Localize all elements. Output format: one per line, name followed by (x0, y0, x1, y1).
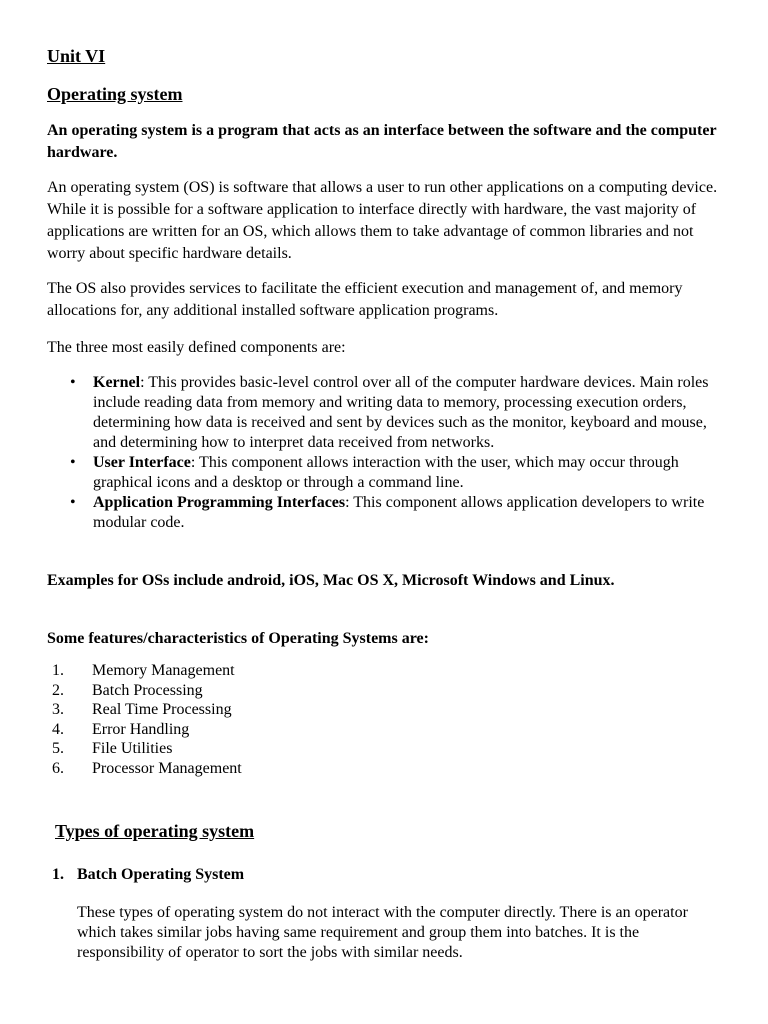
list-item (52, 720, 652, 740)
list-number: 4. (52, 720, 64, 738)
components-intro: The three most easily defined components are: (47, 339, 346, 356)
component-desc: : This component allows application developers to write modular code. (93, 494, 705, 531)
list-number: 3. (52, 701, 64, 719)
type-1-number: 1. (52, 866, 64, 883)
list-number: 6. (52, 759, 64, 777)
list-text: File Utilities (92, 740, 173, 758)
types-heading: Types of operating system (55, 821, 255, 841)
section-title: Operating system (47, 84, 183, 104)
list-text: Batch Processing (92, 681, 203, 699)
component-item-user-interface (70, 453, 720, 493)
component-desc: : This component allows interaction with the user, which may occur through graphical icons and a desktop or through a command line. (93, 454, 679, 491)
definition-paragraph: An operating system is a program that acts as an interface between the software and the computer hardware. (47, 122, 717, 161)
list-text: Error Handling (92, 720, 190, 738)
intro-paragraph: An operating system (OS) is software that allows a user to run other applications on a computing device. While it is possible for a software application to interface directly with hardware, the vast majority of applications are written for an OS, which allows them to take advantage of common libraries and not worry about specific hardware details. (47, 179, 718, 262)
component-item-kernel (70, 373, 720, 453)
unit-title: Unit VI (47, 46, 106, 66)
component-term: Kernel (93, 374, 141, 391)
type-1-description: These types of operating system do not interact with the computer directly. There is an operator which takes similar jobs having same requirement and group them into batches. It is the responsibility of operator to sort the jobs with similar needs. (77, 904, 688, 961)
component-desc: : This provides basic-level control over all of the computer hardware devices. Main roles include reading data from memory and writing data to memory, processing execution orders, determining how data is received and sent by devices such as the monitor, keyboard and mouse, and determining how to interpret data received from networks. (93, 374, 709, 451)
list-text: Real Time Processing (92, 701, 232, 719)
list-item (52, 739, 652, 759)
component-item-api (70, 493, 720, 533)
list-item (52, 681, 652, 701)
list-item (52, 759, 652, 779)
list-item (52, 700, 652, 720)
list-item (52, 661, 652, 681)
list-number: 1. (52, 662, 64, 679)
list-text: Processor Management (92, 759, 242, 777)
component-term: User Interface (93, 454, 191, 471)
list-number: 5. (52, 740, 64, 758)
type-1-heading (52, 864, 732, 886)
services-paragraph: The OS also provides services to facilitate the efficient execution and management of, and memory allocations for, any additional installed software application programs. (47, 280, 683, 319)
type-1-title: Batch Operating System (77, 866, 245, 883)
features-heading: Some features/characteristics of Operating Systems are: (47, 630, 429, 647)
features-list (52, 661, 652, 779)
list-number: 2. (52, 681, 64, 699)
list-text: Memory Management (92, 662, 235, 679)
components-list (70, 373, 720, 533)
examples-paragraph: Examples for OSs include android, iOS, Mac OS X, Microsoft Windows and Linux. (47, 572, 615, 589)
component-term: Application Programming Interfaces (93, 494, 346, 511)
